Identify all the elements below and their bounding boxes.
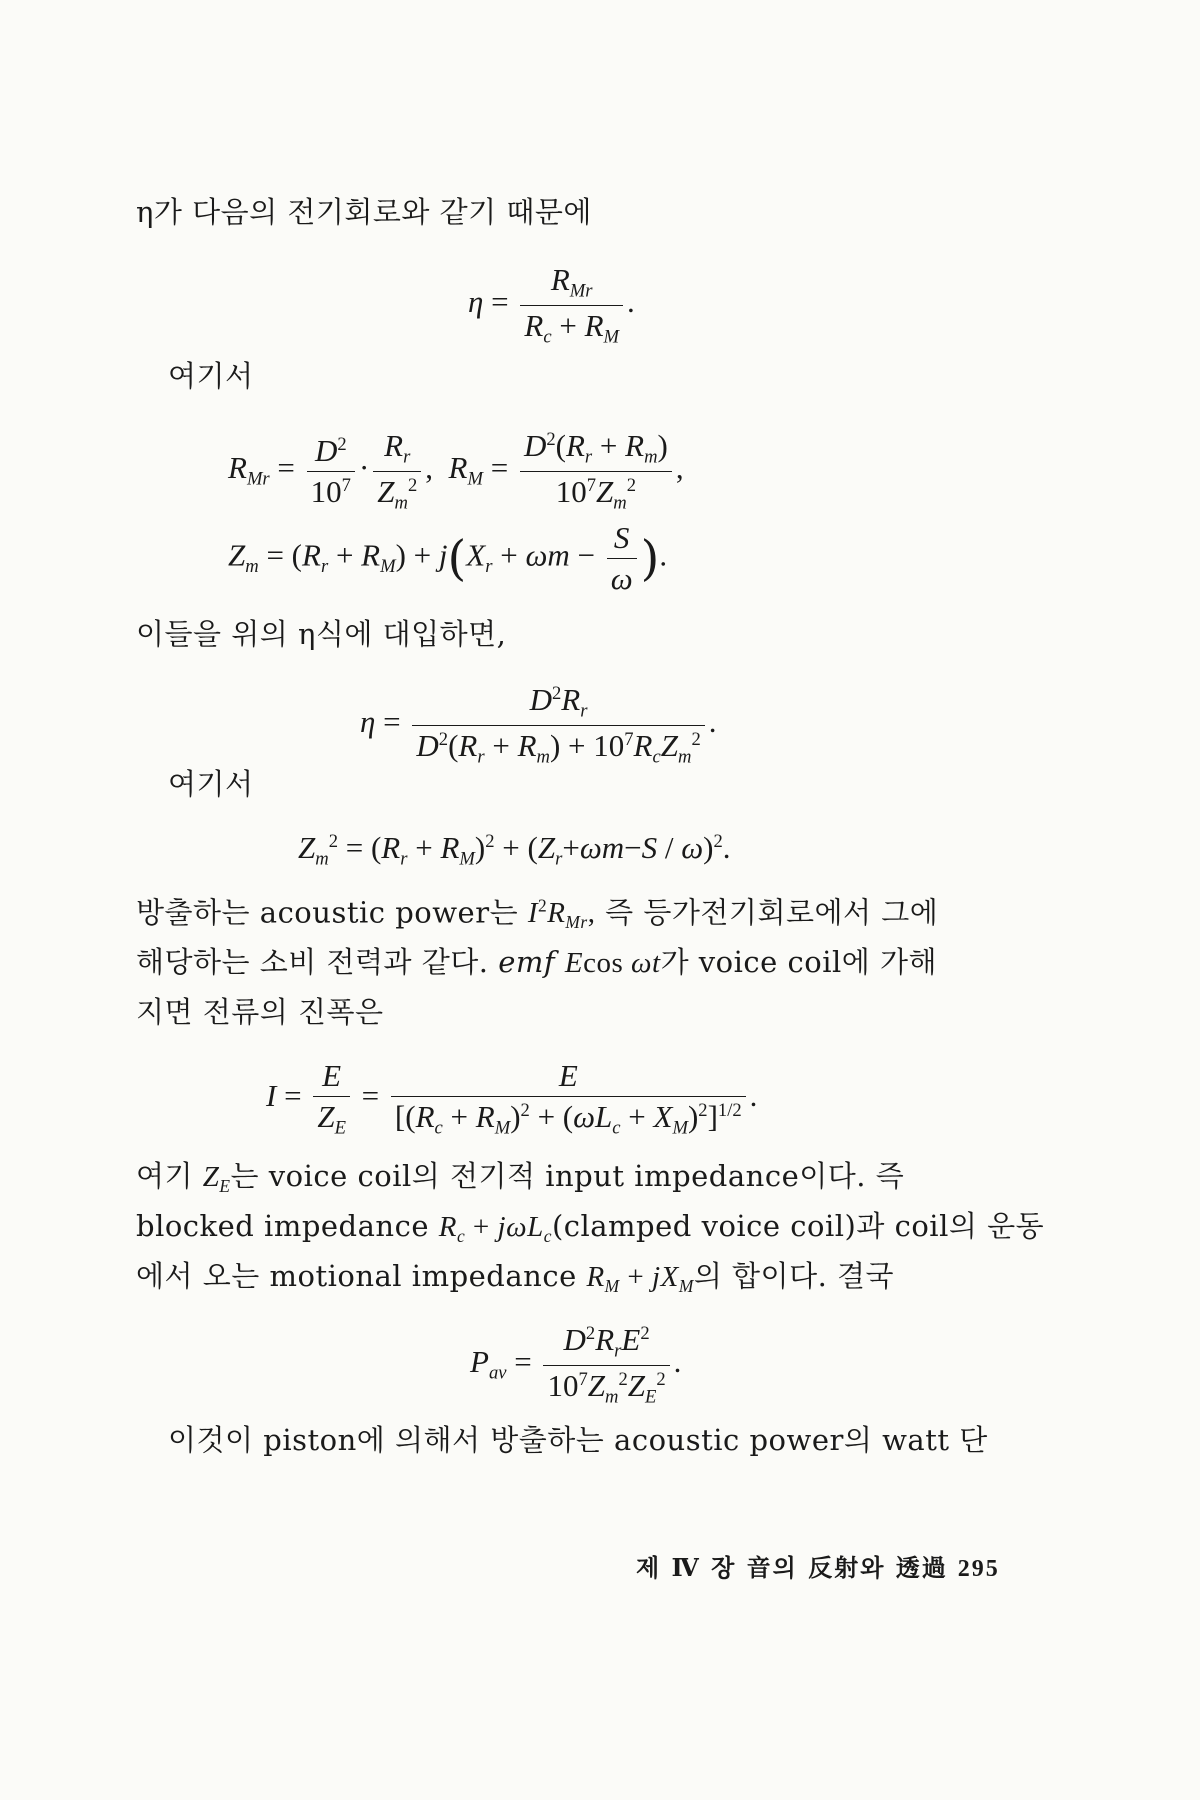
paragraph-impedance-line-3: 에서 오는 motional impedance $R_M + jX_M$의 합이다. 결국 — [136, 1259, 895, 1297]
equation-current-amplitude: I = $\frac{E}{Z_E}$ = $\frac{E}{[(R_c + R_M)^2 + (\omega L_c + X_M)^2]^{1/2}}$ . — [266, 1058, 758, 1139]
equation-mechanical-impedance: $Z_m = (R_r + R_M) + j(X_r + \omega m$ − $\frac{S}{\omega}$ ). — [228, 520, 668, 596]
page-footer — [636, 1548, 1000, 1583]
page-number: 295 — [957, 1556, 1000, 1582]
paragraph-impedance-line-1: 여기 $Z_E$는 voice coil의 전기적 input impedance이다. 즉 — [136, 1159, 905, 1197]
equation-eta-definition: η = $\frac{R_{Mr}}{R_c + R_M}$ . — [468, 262, 635, 347]
equation-impedance-squared: $Z_m^2 = (R_r + R_M)^2 + (Z_r+\omega m-S / \omega)^2$. — [298, 830, 731, 870]
paragraph-acoustic-power-line-3: 지면 전류의 진폭은 — [136, 995, 384, 1029]
equation-resistance-definitions: $R_{Mr}$ = $\frac{D^2}{10^7}$ · $\frac{R_r}{Z_m^2}$ , $R_M$ = $\frac{D^2(R_r + R_m)}{10^7Z_m^2}$ , — [228, 428, 684, 513]
equation-eta-expanded: η = $\frac{D^2R_r}{D^2(R_r + R_m) + 10^7R_cZ_m^2}$ . — [360, 682, 717, 767]
chapter-title: 제 Ⅳ 장 音의 反射와 透過 — [636, 1553, 948, 1582]
paragraph-substitute: 이들을 위의 η식에 대입하면, — [136, 617, 507, 651]
paragraph-impedance-line-2: blocked impedance $R_c$ + jωL$_c$(clamped voice coil)과 coil의 운동 — [136, 1209, 1045, 1247]
paragraph-where-2: 여기서 — [168, 767, 254, 801]
equation-average-power: $P_{av}$ = $\frac{D^2R_rE^2}{10^7Z_m^2Z_E^2}$ . — [470, 1322, 682, 1407]
paragraph-acoustic-power-line-2: 해당하는 소비 전력과 같다. emf Ecos ωt가 voice coil에 가해 — [136, 945, 938, 979]
paragraph-eta-intro: η가 다음의 전기회로와 같기 때문에 — [136, 195, 592, 229]
paragraph-piston-power: 이것이 piston에 의해서 방출하는 acoustic power의 watt 단 — [168, 1423, 988, 1457]
paragraph-where-1: 여기서 — [168, 359, 254, 393]
paragraph-acoustic-power-line-1: 방출하는 acoustic power는 $I^2R_{Mr}$, 즉 등가전기회로에서 그에 — [136, 895, 939, 933]
